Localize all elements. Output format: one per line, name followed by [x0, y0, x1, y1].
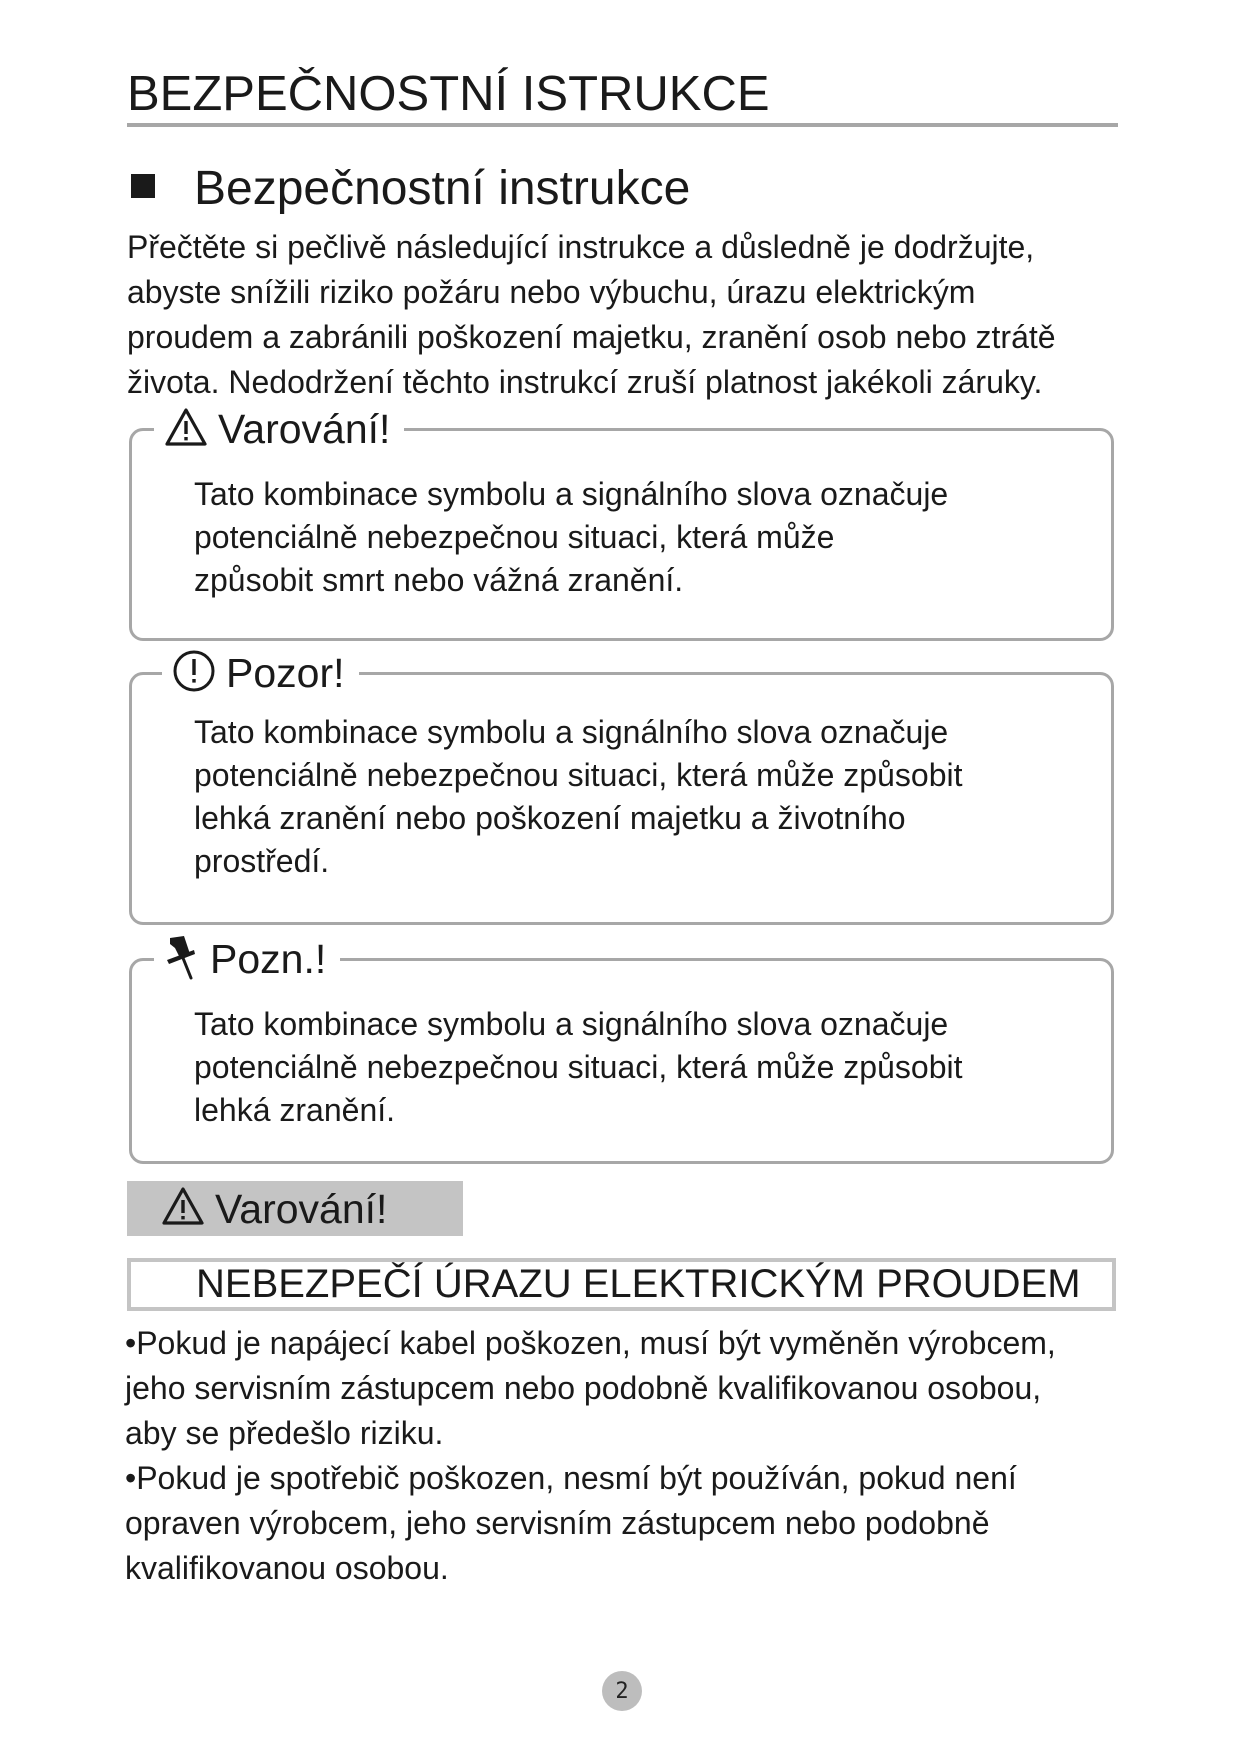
notice-line: lehká zranění. — [194, 1092, 396, 1128]
bullet-line: •Pokud je spotřebič poškozen, nesmí být používán, pokud není — [125, 1460, 1017, 1496]
note-notice-legend — [154, 933, 340, 985]
intro-line: Přečtěte si pečlivě následující instrukce a důsledně je dodržujte, — [127, 229, 1035, 265]
note-notice-label: Pozn.! — [210, 936, 327, 982]
notice-line: potenciálně nebezpečnou situaci, která může způsobit — [194, 757, 963, 793]
page-number-badge: 2 — [602, 1671, 642, 1711]
notice-line: Tato kombinace symbolu a signálního slova označuje — [194, 1006, 949, 1042]
bullet-line: aby se předešlo riziku. — [125, 1415, 444, 1451]
intro-line: abyste snížili riziko požáru nebo výbuchu, úrazu elektrickým — [127, 274, 976, 310]
warning-notice-text — [194, 473, 948, 602]
notice-line: potenciálně nebezpečnou situaci, která může způsobit — [194, 1049, 963, 1085]
warning-triangle-icon — [164, 407, 208, 452]
square-bullet-icon — [131, 174, 155, 198]
hazard-bullets — [125, 1321, 1135, 1591]
intro-line: proudem a zabránili poškození majetku, zranění osob nebo ztrátě — [127, 319, 1056, 355]
warning-notice-label: Varování! — [218, 406, 391, 452]
intro-line: života. Nedodržení těchto instrukcí zruší platnost jakékoli záruky. — [127, 364, 1043, 400]
bullet-line: opraven výrobcem, jeho servisním zástupcem nebo podobně — [125, 1505, 990, 1541]
notice-line: potenciálně nebezpečnou situaci, která může — [194, 519, 835, 555]
notice-line: Tato kombinace symbolu a signálního slova označuje — [194, 476, 949, 512]
note-notice-box — [129, 936, 1114, 1164]
notice-line: způsobit smrt nebo vážná zranění. — [194, 562, 684, 598]
bullet-line: •Pokud je napájecí kabel poškozen, musí být vyměněn výrobcem, — [125, 1325, 1056, 1361]
intro-paragraph — [127, 225, 1127, 405]
exclamation-circle-icon — [172, 649, 216, 698]
title-divider — [127, 123, 1118, 127]
note-notice-text — [194, 1003, 962, 1132]
caution-notice-legend — [162, 647, 359, 699]
section-title: Bezpečnostní instrukce — [194, 162, 691, 215]
caution-notice-box — [129, 650, 1114, 925]
notice-line: prostředí. — [194, 843, 330, 879]
warning-notice-box — [129, 406, 1114, 641]
warning-triangle-icon — [161, 1186, 205, 1231]
notice-line: lehká zranění nebo poškození majetku a životního — [194, 800, 906, 836]
pushpin-icon — [164, 934, 200, 985]
bullet-line: jeho servisním zástupcem nebo podobně kvalifikovanou osobou, — [125, 1370, 1042, 1406]
hazard-heading — [127, 1258, 1116, 1311]
caution-notice-label: Pozor! — [226, 650, 345, 696]
caution-notice-text — [194, 711, 962, 883]
bullet-line: kvalifikovanou osobou. — [125, 1550, 449, 1586]
hazard-title: NEBEZPEČÍ ÚRAZU ELEKTRICKÝM PROUDEM — [196, 1262, 1081, 1306]
warning-notice-legend — [154, 403, 404, 455]
notice-line: Tato kombinace symbolu a signálního slova označuje — [194, 714, 949, 750]
page-title: BEZPEČNOSTNÍ ISTRUKCE — [127, 67, 770, 121]
warning-tab-label: Varování! — [215, 1185, 388, 1232]
warning-tab — [127, 1181, 463, 1236]
